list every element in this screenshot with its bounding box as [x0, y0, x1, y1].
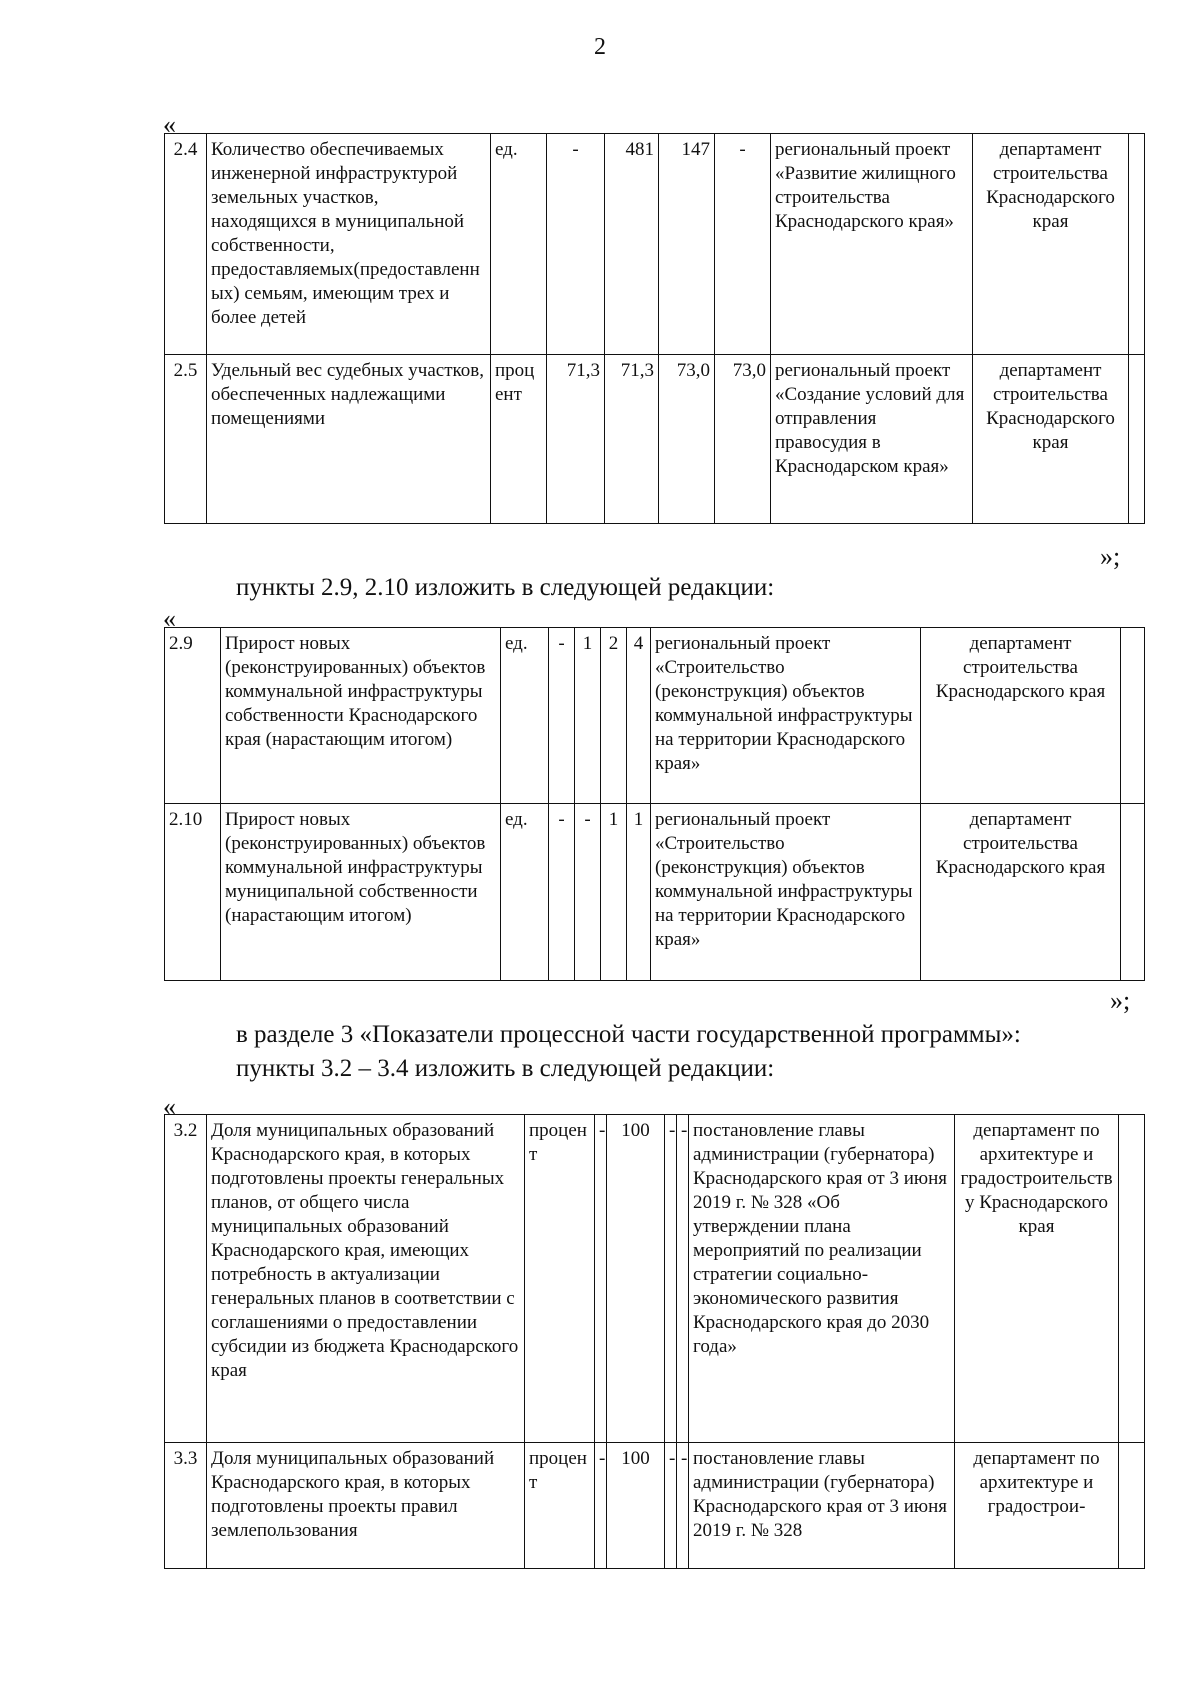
value-3: -	[665, 1443, 677, 1569]
quote-close-1: »;	[1100, 542, 1121, 571]
table-row	[165, 1443, 1145, 1569]
responsible: департамент строительства Краснодарского края	[921, 804, 1121, 981]
indicator-name: Количество обеспечиваемых инженерной инфраструктурой земельных участков, находящихся в муниципальной собственности, предоставляемых(предоставленных) семьям, имеющим трех и более детей	[207, 134, 491, 355]
unit: ед.	[501, 804, 549, 981]
page-number: 2	[594, 34, 606, 60]
responsible: департамент строительства Краснодарского края	[973, 355, 1129, 524]
row-number: 2.5	[165, 355, 207, 524]
indicator-name: Доля муниципальных образований Краснодарского края, в которых подготовлены проекты генеральных планов, от общего числа муниципальных образований Краснодарского края, имеющих потребность в актуализации генеральных планов в соответствии с соглашениями о предоставлении субсидии из бюджета Краснодарского края	[207, 1115, 525, 1443]
indicator-name: Прирост новых (реконструированных) объектов коммунальной инфраструктуры муниципальной собственности (нарастающим итогом)	[221, 804, 501, 981]
indicator-name: Удельный вес судебных участков, обеспеченных надлежащими помещениями	[207, 355, 491, 524]
value-3: 1	[601, 804, 627, 981]
row-number: 2.9	[165, 628, 221, 804]
unit: ед.	[491, 134, 547, 355]
value-2: 100	[607, 1115, 665, 1443]
value-4: 4	[627, 628, 651, 804]
blank-cell	[1129, 355, 1145, 524]
value-4: 1	[627, 804, 651, 981]
blank-cell	[1119, 1115, 1145, 1443]
blank-cell	[1119, 1443, 1145, 1569]
table-row	[165, 134, 1145, 355]
value-4: -	[677, 1115, 689, 1443]
quote-close-2: »;	[1110, 986, 1131, 1015]
value-2: 100	[607, 1443, 665, 1569]
row-number: 2.4	[165, 134, 207, 355]
value-3: -	[665, 1115, 677, 1443]
value-4: 73,0	[715, 355, 771, 524]
table-row	[165, 1115, 1145, 1443]
responsible: департамент по архитектуре и градострои-	[955, 1443, 1119, 1569]
source: постановление главы администрации (губернатора) Краснодарского края от 3 июня 2019 г. № 328	[689, 1443, 955, 1569]
source: региональный проект «Строительство (реконструкция) объектов коммунальной инфраструктуры на территории Краснодарского края»	[651, 628, 921, 804]
blank-cell	[1129, 134, 1145, 355]
indicator-name: Прирост новых (реконструированных) объектов коммунальной инфраструктуры собственности Краснодарского края (нарастающим итогом)	[221, 628, 501, 804]
quote-open-1: «	[163, 110, 176, 139]
value-3: 2	[601, 628, 627, 804]
blank-cell	[1121, 628, 1145, 804]
unit: ед.	[501, 628, 549, 804]
value-2: -	[575, 804, 601, 981]
value-4: -	[677, 1443, 689, 1569]
source: постановление главы администрации (губернатора) Краснодарского края от 3 июня 2019 г. № 328 «Об утверждении плана мероприятий по реализации стратегии социально-экономического развития Краснодарского края до 2030 года»	[689, 1115, 955, 1443]
unit: процент	[525, 1443, 595, 1569]
value-1: -	[595, 1443, 607, 1569]
value-1: -	[547, 134, 605, 355]
row-number: 3.2	[165, 1115, 207, 1443]
table-row	[165, 355, 1145, 524]
row-number: 2.10	[165, 804, 221, 981]
unit: процент	[491, 355, 547, 524]
value-2: 1	[575, 628, 601, 804]
row-number: 3.3	[165, 1443, 207, 1569]
value-3: 73,0	[659, 355, 715, 524]
blank-cell	[1121, 804, 1145, 981]
quote-open-3: «	[163, 1092, 176, 1121]
instruction-text-3: пункты 3.2 – 3.4 изложить в следующей редакции:	[236, 1055, 775, 1082]
quote-open-2: «	[163, 604, 176, 633]
value-2: 481	[605, 134, 659, 355]
value-1: 71,3	[547, 355, 605, 524]
value-4: -	[715, 134, 771, 355]
table-indicators-3	[164, 1114, 1145, 1569]
source: региональный проект «Создание условий для отправления правосудия в Краснодарском края»	[771, 355, 973, 524]
source: региональный проект «Строительство (реконструкция) объектов коммунальной инфраструктуры на территории Краснодарского края»	[651, 804, 921, 981]
responsible: департамент по архитектуре и градостроительству Краснодарского края	[955, 1115, 1119, 1443]
value-2: 71,3	[605, 355, 659, 524]
value-1: -	[595, 1115, 607, 1443]
table-indicators-2	[164, 133, 1145, 524]
value-1: -	[549, 804, 575, 981]
value-1: -	[549, 628, 575, 804]
table-row	[165, 628, 1145, 804]
instruction-text-1: пункты 2.9, 2.10 изложить в следующей редакции:	[236, 574, 775, 601]
indicator-name: Доля муниципальных образований Краснодарского края, в которых подготовлены проекты правил землепользования	[207, 1443, 525, 1569]
table-indicators-2-9-2-10	[164, 627, 1145, 981]
source: региональный проект «Развитие жилищного строительства Краснодарского края»	[771, 134, 973, 355]
responsible: департамент строительства Краснодарского края	[973, 134, 1129, 355]
value-3: 147	[659, 134, 715, 355]
instruction-text-2: в разделе 3 «Показатели процессной части государственной программы»:	[236, 1021, 1021, 1048]
unit: процент	[525, 1115, 595, 1443]
table-row	[165, 804, 1145, 981]
responsible: департамент строительства Краснодарского края	[921, 628, 1121, 804]
